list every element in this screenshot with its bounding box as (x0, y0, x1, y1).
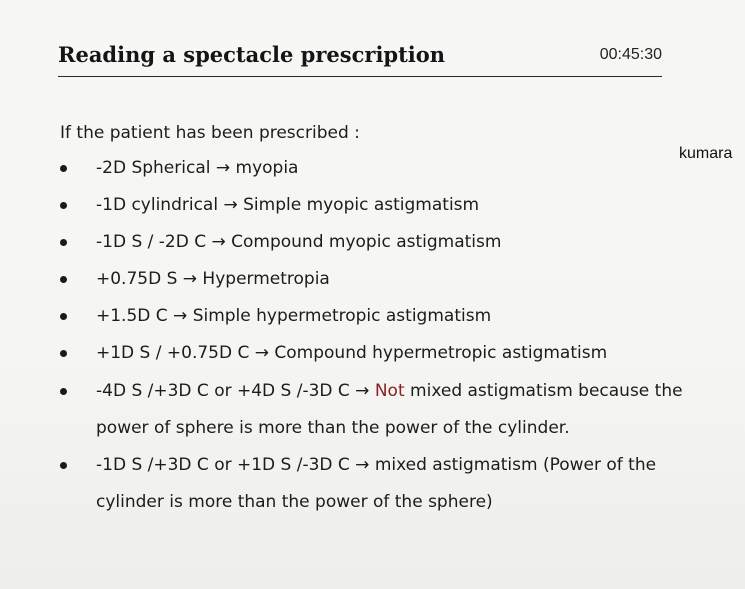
bullet-icon (60, 388, 67, 395)
bullet-icon (60, 462, 67, 469)
list-item-text: -1D cylindrical → Simple myopic astigmatism (96, 195, 480, 215)
list-item (60, 298, 710, 335)
bullet-icon (60, 276, 67, 283)
slide-header (58, 40, 662, 77)
bullet-icon (60, 165, 67, 172)
list-item-text: +0.75D S → Hypermetropia (96, 269, 330, 289)
video-timestamp: 00:45:30 (599, 46, 662, 63)
list-item-text: -2D Spherical → myopia (96, 158, 299, 178)
list-item-text: -1D S /+3D C or +1D S /-3D C → mixed astigmatism (Power of the cylinder is more than the power of the sphere) (96, 455, 657, 512)
user-watermark: kumara (679, 145, 733, 162)
list-item-text (96, 373, 710, 447)
bullet-icon (60, 239, 67, 246)
list-item (60, 335, 710, 372)
list-item-text: +1D S / +0.75D C → Compound hypermetropic astigmatism (96, 343, 608, 363)
list-item-text: +1.5D C → Simple hypermetropic astigmatism (96, 306, 492, 326)
list-item (60, 224, 710, 261)
list-item (60, 447, 710, 521)
list-item-text-after: mixed astigmatism because the power of sphere is more than the power of the cylinder. (96, 381, 683, 438)
list-item (60, 373, 710, 447)
notes-intro: If the patient has been prescribed : (60, 123, 360, 143)
list-item (60, 187, 710, 224)
list-item (60, 150, 710, 187)
list-item (60, 261, 710, 298)
bullet-icon (60, 313, 67, 320)
bullet-icon (60, 202, 67, 209)
list-item-text-before: -4D S /+3D C or +4D S /-3D C → (96, 381, 375, 401)
bullet-icon (60, 350, 67, 357)
list-item-text: -1D S / -2D C → Compound myopic astigmatism (96, 232, 502, 252)
prescription-list (60, 150, 710, 521)
page-title: Reading a spectacle prescription (58, 42, 446, 67)
handwritten-notes (60, 116, 710, 521)
emphasis-not: Not (374, 381, 405, 401)
